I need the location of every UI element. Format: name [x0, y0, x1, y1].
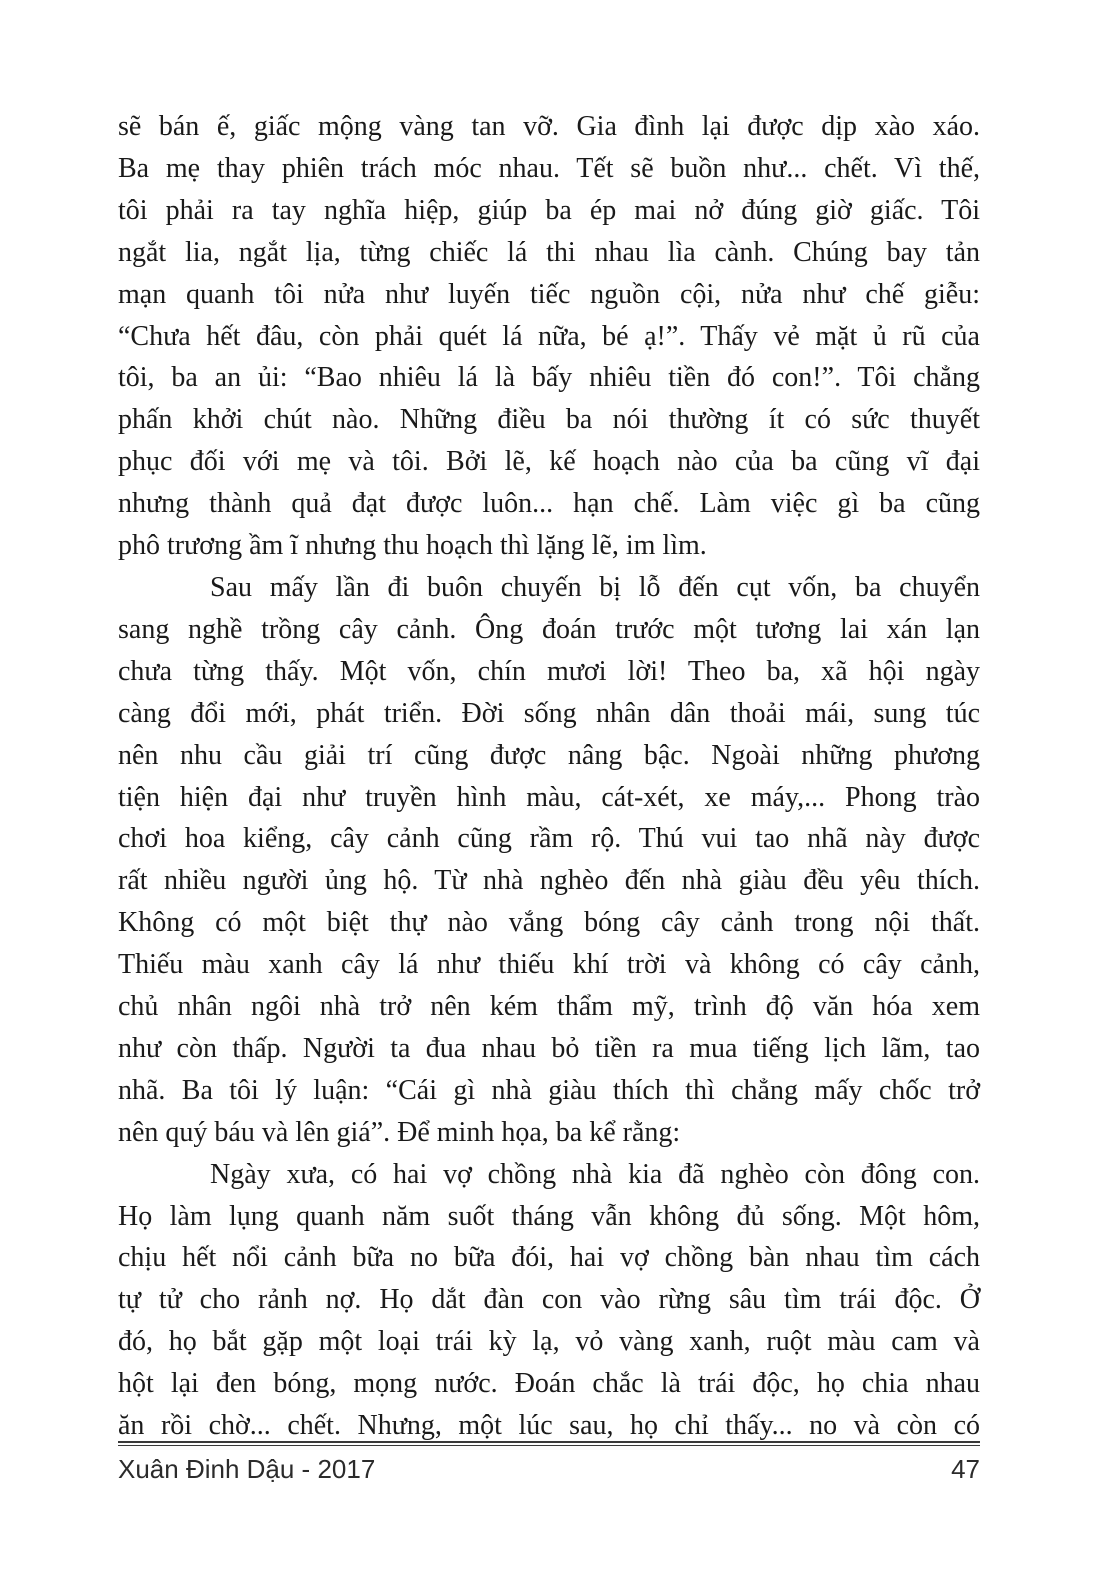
text-line: tiện hiện đại như truyền hình màu, cát-xét, xe máy,... Phong trào	[118, 781, 980, 813]
text-line: nên nhu cầu giải trí cũng được nâng bậc. Ngoài những phương	[118, 739, 980, 771]
text-line: Ngày xưa, có hai vợ chồng nhà kia đã nghèo còn đông con.	[210, 1158, 980, 1190]
text-line: rất nhiều người ủng hộ. Từ nhà nghèo đến nhà giàu đều yêu thích.	[118, 865, 980, 897]
text-line: chơi hoa kiểng, cây cảnh cũng rầm rộ. Thú vui tao nhã này được	[118, 823, 980, 855]
text-line: Ba mẹ thay phiên trách móc nhau. Tết sẽ buồn như... chết. Vì thế,	[118, 152, 980, 184]
text-line: chưa từng thấy. Một vốn, chín mươi lời! Theo ba, xã hội ngày	[118, 655, 980, 687]
text-line: tôi phải ra tay nghĩa hiệp, giúp ba ép mai nở đúng giờ giấc. Tôi	[118, 194, 980, 226]
text-line: Sau mấy lần đi buôn chuyến bị lỗ đến cụt vốn, ba chuyển	[210, 571, 980, 603]
text-line: phô trương ầm ĩ nhưng thu hoạch thì lặng lẽ, im lìm.	[118, 530, 707, 562]
body-text	[118, 106, 980, 1447]
text-line: Không có một biệt thự nào vắng bóng cây cảnh trong nội thất.	[118, 907, 980, 939]
text-line: tôi, ba an ủi: “Bao nhiêu lá là bấy nhiêu tiền đó con!”. Tôi chẳng	[118, 362, 980, 394]
text-line: mạn quanh tôi nửa như luyến tiếc nguồn cội, nửa như chế giễu:	[118, 278, 980, 310]
text-line: đó, họ bắt gặp một loại trái kỳ lạ, vỏ vàng xanh, ruột màu cam và	[118, 1326, 980, 1358]
text-line: nên quý báu và lên giá”. Để minh họa, ba kể rằng:	[118, 1116, 681, 1148]
text-line: “Chưa hết đâu, còn phải quét lá nữa, bé ạ!”. Thấy vẻ mặt ủ rũ của	[118, 320, 980, 352]
text-line: ăn rồi chờ... chết. Nhưng, một lúc sau, họ chỉ thấy... no và còn có	[118, 1410, 980, 1442]
text-line: phục đối với mẹ và tôi. Bởi lẽ, kế hoạch nào của ba cũng vĩ đại	[118, 446, 980, 478]
text-line: hột lại đen bóng, mọng nước. Đoán chắc là trái độc, họ chia nhau	[118, 1368, 980, 1400]
paragraph-2	[118, 567, 980, 1154]
page-number: 47	[951, 1454, 980, 1484]
text-line: nhưng thành quả đạt được luôn... hạn chế. Làm việc gì ba cũng	[118, 488, 980, 520]
footer-title: Xuân Đinh Dậu - 2017	[118, 1454, 376, 1484]
footer-divider	[118, 1441, 980, 1446]
text-line: nhã. Ba tôi lý luận: “Cái gì nhà giàu thích thì chẳng mấy chốc trở	[118, 1074, 980, 1106]
text-line: Họ làm lụng quanh năm suốt tháng vẫn không đủ sống. Một hôm,	[118, 1200, 980, 1232]
paragraph-3	[118, 1154, 980, 1447]
text-line: chịu hết nổi cảnh bữa no bữa đói, hai vợ chồng bàn nhau tìm cách	[118, 1242, 980, 1274]
text-line: càng đổi mới, phát triển. Đời sống nhân dân thoải mái, sung túc	[118, 697, 980, 729]
text-line: phấn khởi chút nào. Những điều ba nói thường ít có sức thuyết	[118, 404, 980, 436]
text-line: chủ nhân ngôi nhà trở nên kém thẩm mỹ, trình độ văn hóa xem	[118, 991, 980, 1023]
text-line: ngắt lia, ngắt lịa, từng chiếc lá thi nhau lìa cành. Chúng bay tản	[118, 236, 980, 268]
text-line: tự tử cho rảnh nợ. Họ dắt đàn con vào rừng sâu tìm trái độc. Ở	[118, 1284, 980, 1316]
text-line: sang nghề trồng cây cảnh. Ông đoán trước một tương lai xán lạn	[118, 613, 980, 645]
text-line: như còn thấp. Người ta đua nhau bỏ tiền ra mua tiếng lịch lãm, tao	[118, 1032, 980, 1064]
text-line: sẽ bán ế, giấc mộng vàng tan vỡ. Gia đình lại được dịp xào xáo.	[118, 111, 980, 142]
paragraph-1	[118, 106, 980, 567]
text-line: Thiếu màu xanh cây lá như thiếu khí trời và không có cây cảnh,	[118, 949, 980, 981]
